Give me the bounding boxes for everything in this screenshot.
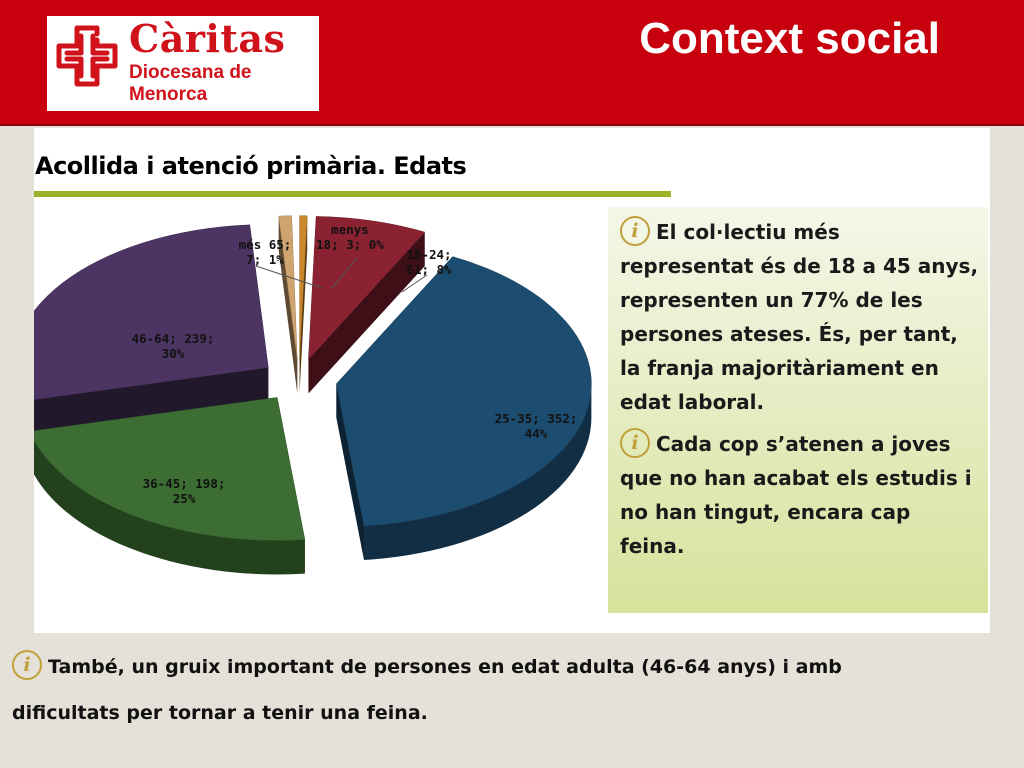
caritas-logo [47, 16, 319, 111]
subtitle-underline [34, 191, 671, 197]
footer-note [12, 644, 912, 736]
caritas-cross-icon [53, 22, 121, 90]
section-subtitle: Acollida i atenció primària. Edats [35, 152, 467, 180]
slice-data-label: més 65; 7; 1% [238, 237, 292, 267]
logo-subtitle: Diocesana de Menorca [129, 62, 252, 105]
note-text: Cada cop s’atenen a joves que no han acabat els estudis i no han tingut, encara cap feina. [620, 432, 972, 558]
info-icon: i [620, 428, 650, 458]
note-text: El col·lectiu més representat és de 18 a 45 anys, representen un 77% de les persones ateses. És, per tant, la franja majoritàriament en edat laboral. [620, 220, 979, 414]
slice-data-label: 46-64; 239; 30% [131, 331, 215, 361]
logo-name: Càritas [129, 16, 286, 61]
pie-slice [300, 216, 308, 359]
slice-data-label: 25-35; 352; 44% [494, 411, 578, 441]
info-icon: i [12, 650, 42, 680]
header-bar [0, 0, 1024, 126]
slice-data-label: menys 18; 3; 0% [316, 222, 384, 252]
footer-text: També, un gruix important de persones en edat adulta (46-64 anys) i amb dificultats per tornar a tenir una feina. [12, 656, 842, 724]
slice-data-label: 36-45; 198; 25% [142, 476, 226, 506]
notes-box [608, 207, 988, 613]
note-item [620, 427, 980, 563]
age-pie-chart [34, 200, 604, 620]
info-icon: i [620, 216, 650, 246]
page-title: Context social [639, 14, 940, 63]
note-item [620, 215, 980, 419]
slice-data-label: 18-24; 61; 8% [406, 247, 452, 277]
